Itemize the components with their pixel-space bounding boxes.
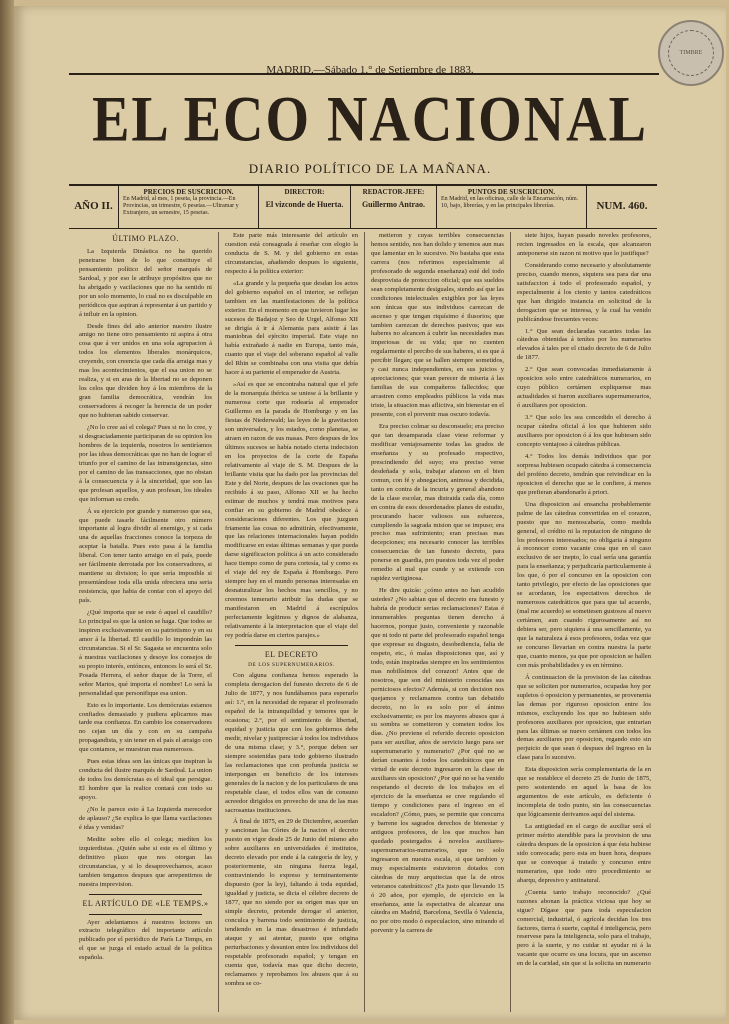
heading-ultimo-plazo: ÚLTIMO PLAZO. bbox=[112, 234, 179, 243]
paragraph: Este parte más interesante del artículo en cuestion está consagrada á reseñar con elogio la conducta de S. M. y del gobierno en estas circunstancias, añadiendo despues lo siguiente, respecto á la política exterior: bbox=[225, 232, 358, 275]
stamp-text: TIMBRE bbox=[668, 30, 714, 76]
year: AÑO II. bbox=[74, 200, 113, 212]
paragraph: Á su ejercicio por grande y numeroso que sea, que puede tasarle fácilmente otro número importante al logra dividir al enemigo, y si cada una de aquellas fracciones conoce la torpeza de aceptar la batalla. Pues esto pasa á la familia liberal. Con tener tanto arraigo en el país, puede ser fácilmente derrotada por los conservadores, si mantiene su division; lo que sería imposible si presentándose toda ella unida ofreciera una seria resistencia, que habia de contar con el apoyo del país. bbox=[79, 507, 212, 605]
library-stamp bbox=[658, 20, 724, 86]
column-1 bbox=[73, 232, 219, 1012]
divider bbox=[89, 894, 202, 895]
issue-number: NUM. 460. bbox=[596, 200, 648, 212]
director-label: DIRECTOR: bbox=[284, 188, 325, 196]
points-cell bbox=[437, 186, 587, 228]
paragraph: Medite sobre ello el colega; medíten los izquierdistas. ¿Quién sabe si este es el último y definitivo plazo que nos otorgan las circunstancias, y si lo desaprovechamos, acaso tambien tengamos despues que arrepentirnos de nuestra imprevision. bbox=[79, 835, 212, 888]
paragraph: La antigüedad en el cargo de auxiliar será el primer mérito atendible para la provision de una cátedra despues de la oposicion á que ésta hubiese sido convocada; pero esta en buen hora, despues que se convoque á tratado y concurso entre numerarios, que todo otro procedimiento se abarqu, depresivo y antinatural. bbox=[517, 823, 651, 884]
column-3 bbox=[365, 232, 511, 1012]
director-cell bbox=[259, 186, 351, 228]
paragraph: Esta disposicion sería complementaria de la en que se restablece el decreto 25 de Junio de 1875, pero sosteniendo en aquel la basa de los argumentos de este artículo, es deficiente ó incompleta de todo punto, sin las consecuencias que lógicamente derivamos aquí del sistema. bbox=[517, 766, 651, 819]
paragraph: Esto es lo importante. Los demócratas estamos confiados demasiado y pudiera aplicarnos mas tarde esa confianza. En cambio los conservadores no cejan un día y con en su campaña propagandista, y sin tener en el país el arraigo con que contamos, se muestran mas numerosos. bbox=[79, 701, 212, 754]
editor-label: REDACTOR-JEFE: bbox=[362, 188, 425, 196]
columns bbox=[73, 232, 657, 1012]
newspaper-subtitle: DIARIO POLÍTICO DE LA MAÑANA. bbox=[248, 161, 492, 176]
paragraph: ¿Qué importa que se este ó aquel el caudillo? Lo principal es que la union se haga. Que todos se inspiren exclusivamente en su patriotismo y en su amor á la libertad. El caudillo lo impondrán las circunstancias. Si el Sr. Sagasta se encuentra solo á nuestras vacilaciones y desoye los consejos de su propio interés, entónces, entonces lo será el Sr. Posada Herrera, el señor duque de la Torre, el señor Martos, qué importa el nombre! Lo será la personalidad que personifique esa union. bbox=[79, 609, 212, 697]
paragraph: siete hijos, hayan pasado noveles profesores, recien ingresados en la escala, que alcanzaron anteponerse sin razon ni motivo que lo justifique? bbox=[517, 232, 651, 257]
editor-cell bbox=[351, 186, 437, 228]
number-cell bbox=[587, 186, 657, 228]
year-cell bbox=[69, 186, 119, 228]
heading-el-decreto: EL DECRETO bbox=[264, 649, 319, 659]
divider bbox=[235, 645, 348, 646]
points-label: PUNTOS DE SUSCRICION. bbox=[467, 188, 556, 196]
newspaper-page bbox=[14, 6, 726, 1020]
paragraph: 4.° Todos los demás individuos que por sorpresa hubiesen ocupado cátedra á consecuencia del proféno decreto, tendrán que reivindicar en la oposicion el derecho que se le confiere, á menos que prefieran abandonarlo á priori. bbox=[517, 452, 651, 496]
subheading: DE LOS SUPERNUMERARIOS. bbox=[248, 661, 335, 668]
paragraph: Pues estas ideas son las únicas que inspiran la conducta del ilustre marqués de Sardoal. La union de todos los demócratas es el ideal que persigue. El hombre que la realice contará con todo su apoyo. bbox=[79, 758, 212, 802]
column-4 bbox=[511, 232, 657, 1012]
paragraph: 2.° Que sean convocadas inmediatamente á oposicion solo entre catedráticos numerarios, en cuyo público certámen expliquense mas actualidades si fueron auxiliares supernumerarios, ó auxiliares por oposicion. bbox=[517, 366, 651, 410]
paragraph: Ayer adelantamos á nuestros lectores un extracto telegráfico del importante artículo publicado por el periódico de París Le Temps, en el que se juzga el estado actual de la política española. bbox=[79, 918, 212, 962]
paragraph: ¿No le parece esto á La Izquierda merecedor de aplauso? ¿Se explica lo que llama vacilaciones é idas y venidas? bbox=[79, 806, 212, 831]
column-2 bbox=[219, 232, 365, 1012]
paragraph: ¿Cuenta tanto trabajo reconocido? ¿Qué razones abonan la práctica viciosa que hoy se sigue? Dígase que para toda especulacion comercial, industrial, ó agrícola decidan los tres factores, tierra ó suerte, capital é inteligencia, pero reservese para la inteligencia, solo para el trabajo, pero á la suerte, y no cuidar ni ayudar ni á la vacante que ocurre es una locura, que un ascenso en de la caridad, sin que si la solicita un numerario bbox=[517, 888, 651, 968]
paragraph: »Así es que se encontraba natural que el jefe de la monarquía ibérica se uniese á la brillante y numerosa corte que rodearía al emperador Guillermo en la parada de Homburgo y en las fiestas de Niederwald; las leyes de la gravitacion son universales, y los estados, como planetas, se atraen en razon de sus masas. Pero despues de los últimos sucesos se había notado cierta indecision en los proyectos de la corte de España relativamente al viaje de S. M. Despues de la brillante visita que ha dado por las provincias del Este y del Norte, despues de las ovaciones que ha recibido á su paso, Alfonso XII se ha hecho estimar de muchos y tendrá mas motivos para confiar en su gobierno de Madrid obedece á consideraciones diferentes. Los que juzguen friamente las cosas no admitirán, efectivamente, que las relaciones internacionales hayan podido modificarse en estas últimas semanas y que pueda darse significacion política á un acto considerado hace tiempo como de pura cortesía, tal y como es el viaje del rey de España á Homburgo. Pero siempre hay en el mundo personas interesadas en desnaturalizar los hechos mas sencillos, y no creemos temerario atribuir las dudas que se manifestaron en Madrid á escrúpulos perfectamente legítimos y dignos de alabanza, relativamente á la interpretacion que el viaje del rey podría darse en ciertos parajes.» bbox=[225, 381, 358, 639]
paragraph: La Izquierda Dinástica no ha querido penetrarse bien de lo que constituye el pensamiento político del señor marqués de Sardoal, y por eso le atribuye propósitos que no ha abrigado y vacilaciones que no ha sentido ni por un solo momento, lo cual no es disculpable en periódicos que aspiran á representar á un partido y á influir en la opinion. bbox=[79, 247, 212, 318]
paragraph: Á continuacion de la provision de las cátedras que se soliciten por numerarios, ocupadas hoy por supletos ó oposicion y permanentes, se provenenia las demas por riguroso oposicion entre los mismos, excluyendo los que no hubiesen sido profesores auxiliares por oposicion, que entrarian para las últimas se nuevo certámen con todos los demas auxiliares por oposicion, regando esto sin perjuicio de que sean ó despues del ingreso en la clase para lo sucesivo. bbox=[517, 673, 651, 762]
paragraph: Á final de 1875, en 29 de Diciembre, acuerdan y sancionan las Córtes de la nacion el decreto puesto en vigor desde 25 de Junio del mismo año sobre auxiliares en universidades é institutos, decreto elevado por ende á la categoría de ley, y posteriormente, sin ninguna fuerza legal, contraviniendo lo expreso y terminantemente dispuesto (por la ley), faltando á toda equidad, igualdad y justicia, se dicta el célebre decreto de 1877, que no siendo por su origen mas que un simple decreto, pretende derogar el anterior, conculca y barrena todo sentimiento de justicia, tendiendo en la mas desastroso é infundado ataque y asi atentar, puesto que origina perturbaciones y desunion entre los individuos del respetable profesorado español; y tengan en cuenta que, todavía mas que dicho decreto, reclamamos y reprobamos los abusos que á su sombra se co- bbox=[225, 818, 358, 987]
points-text: En Madrid, en las oficinas, calle de la Encarnación, núm. 10, bajo, librerías, y en las principales librerías. bbox=[441, 196, 579, 209]
paragraph: «La grande y la pequeña que desdan los actos del gobierno español en el interior, se reflejan tambien en las manifestaciones de la política exterior. En el momento en que tuvieron lugar los sucesos de Badajoz y Seo de Urgel, Alfonso XII se dirigía á ir á Alemania para asistir á las maniobras del ejército imperial. Este viaje no había extrañado á nadie en Europa, tanto más, cuanto que el viaje del soberano español al valle del Rhin se combinaba con una visita que debía hacer á su pariente el emperador de Austria. bbox=[225, 279, 358, 377]
paragraph: Considerando como necesario y absolutamente preciso, cuando menos, siquiera sea para dar una satisfaccion á todo el profesorado español, y especialmente á los ciento y tantos catedráticos que han dirigido instancia en solicitud de la derogacion que se interesa, y la cual ha venido publicándose frecuentes veces: bbox=[517, 261, 651, 323]
info-bar bbox=[69, 184, 657, 229]
paragraph: He dire quizás: ¿cómo antes no han acudido ustedes? ¿No sabian que el decreto era funesto y habría de producir serias reclamaciones? Estas é innumerables preguntas tienen derecho á hacernos, porque justo, conveniente y razonable que ni todo ni parte del profesorado español tenga que expresar su disgusto, desobediencia, falta de respeto, etc., ó malas disposiciones que, así y todo, están inspiradas siempre en los sentimientos mas nobilísimos del corazon! Antes que de nosotros, que son del ministerio conocidas sus perniciosos efectos? Además, si con decision nos quejamos y reclamamos contra tan debatido decreto, no lo es solo por el ánimo exclusivamente; es por los mayores abusos que á su sombra se cometieron y cometen todos los días. ¿No previene el referido decreto oposicion para ser auxiliar, años de servicio luego para ser supernumerario y numerario? ¿Por qué no se derían cesantes á todos los catedráticos que en virtud de este decreto ingresaron en la clase de auxiliares sin oposicion? ¿Por qué no se ha venido respetando el decreto de los trabajos en el ejercicio de la enseñanza se cree regulando el tiempo y condiciones para el ingreso en el escalafon? ¿Cómo, pues, se permite que concurra y barrene los sagrados derechos de bienestar y antiguos profesores, de los que muchos han quedado postergados á novelos auxiliares-supernumerarios-numerarios, que no solo ingresaron en nuestra escala, si que tambien y muy especialmente estuvieron dotados con cátedras de muy arquitectas que la de otros veteranos catedráticos? ¿Es justo que llevando 15 ó 20 años, por ejemplo, de ejercicio en la enseñanza, ante la espectativa de alcanzar una cátedra en Madrid, Barcelona, Sevilla ó Valencia, no por otro modo ó especulacion, sino mirando el porvenir y la carrera de bbox=[371, 587, 504, 935]
paragraph: ¿No lo cree así el colega? Pues si no lo cree, y si desgraciadamente participaran de su opinion los hombres de la izquierda, nosotros lo sentiríamos por las ideas democráticas que no han de lograr el triunfo por el camino de las intransigencias, sino por el camino de las transacciones, que no obstan á la consecuencia y á la sinceridad, que son las que profesan aquellos, y aun profesan, los ideales que informan su credo. bbox=[79, 423, 212, 503]
prices-text: En Madrid, al mes, 1 peseta, la provincia.—En Provincias, un trimestre, 6 pesetas.—Ultramar y Extranjero, un semestre, 15 pesetas. bbox=[123, 196, 239, 216]
paragraph: metieron y cuyas terribles consecuencias hemos sentido, nos han dolido y tenemos aun mas que lamentar en lo sucesivo. No bastaba que esta carrera (nos referimos especialmente al profesorado de segunda enseñanza) esté del todo desprovista de proteccion oficial; que sus sueldos sean completamente desiguales, siendo así que las condiciones intelectuales exigibles por las leyes son únicas que sus individuos carezcan de ascenso y que tengan riquísimo é ilusorios; que tambien carezcan de derechos pasivos; que sus haberes no alcancen á cubrir las necesidades mas imperiosas de su vida; que no cuenten regularmente el percibo de sus haberes, si es que á percibir llegan; que se hallen siempre sometidos, y casi nunca independientes, en sus juicios y apreciaciones; que vean perecer de miseria á las familias de sus compañeros fallecidos; que arrastren como empleados públicos la vida mas triste, la situacion mas aflictiva, sin bienestar en el presente, con el porvenir mas oscuro todavía. bbox=[371, 232, 504, 419]
paragraph: 1.° Que sean declaradas vacantes todas las cátedras obtenidas á tenítes por los numerarios elevados á tales por el citado decreto de 6 de Julio de 1877. bbox=[517, 327, 651, 362]
paragraph: Con alguna confianza hemos esperado la completa derogacion del funesto decreto de 6 de Julio de 1877, y nos fundábamos para esperarlo así: 1.°, en la necesidad de reparar el profesorado español de la intranquilidad y temores que le ocasiona; 2.°, por el sentimiento de libertad, equidad y justicia que con los gobiernos debe medir, nivelar y justipreciar á todos los individuos de una misma clase; y 3.°, porque deben ser siempre sostenidas para todo gobierno ilustrado las reclamaciones que con profunda justicia se interpongan en beneficio de los intereses generales de la nacion y de los particulares de una respetable clase, el todos ellos van de consuno acreedor dirigidos en provecho de una de las mas sacrosantas instituciones. bbox=[225, 672, 358, 814]
director-name: El vizconde de Huerta. bbox=[265, 200, 344, 210]
paragraph: 3.° Que solo les sea concedido el derecho á ocupar cátedra oficial á los que hubieren sido auxiliares por oposicion ó á los que hubiesen sido concepto ventajoso á cátedras públicas. bbox=[517, 414, 651, 448]
editor-name: Guillermo Antrao. bbox=[361, 200, 426, 210]
paragraph: Una disposicion así ensancha probablemente palme de las cátedras convertidas en el corazon, puesto que no menoscabaría, como medida general, el crédito ni la reputacion de ninguno de los profesores interesados; no obligaria á ninguno á reconocer como vacante cosa que en el caso exclusivo de ser inepto, lo cual sería una garantía para la enseñanza; y perjudicaría particularmente á los que, ó por el concurso en la oposicion con tanto privilegio, por efecto de las oposiciones que se acordaran, los espectativos derechos de numerosos catedráticos que para que tal acuerdo, (mal me acuerdo) se sometiesen gustosos al nuevo certámen, aun cuando rigurosamente así no debiera ser, pero siquiera á una sencillamente, ya que la naturaleza á esos profesores, todas vez que se concurso llevarian en contra nuestra la parte que, cuanto menos, ya que por oposicion se hallen con más probabilidades y es en término. bbox=[517, 500, 651, 669]
paragraph: Era preciso colmar su desconsuelo; era preciso que tan desamparada clase viese reformar y modificar ventajosamente todas las grados de enseñanza y su profesado respectivo, prescindiendo del suyo; era preciso verse desdeñada y sola, trabajar afanoso en el bien comun, con fé y abnegacion, animosa y decidida, tanto en contra de la incuria y general abandono de la clase escolar, mas distraida cada día, como en contra de esos desordenados planes de estudio, procurando hacer valiosos sus esfuerzos, cumpliendo la sagrada mision que se impuso; era preciso mas sufrimiento; eran precisas mas decepciones; era necesario conocer las terribles consecuencias de tan funesto decreto, para ponerse en guardia, pro puestos toda vez el poder remedio al mal que cunde y se extiende con rapidez vertiginosa. bbox=[371, 423, 504, 583]
newspaper-title: EL ECO NACIONAL bbox=[92, 84, 648, 156]
dateline: MADRID.—Sábado 1.° de Setiembre de 1883. bbox=[266, 64, 474, 76]
paragraph: Desde fines del año anterior nuestro ilustre amigo no tiene otro pensamiento ni aspira á otra cosa que á ver unidos en una sola agrupacion á todos los elementos liberales monárquicos, creyendo, con creencia que cada día arraiga mas y mas los acontecimientos, que el esa union no se realiza, y si en aras de la libertad no se deponen los celos que dividen hoy á los miembros de la gran familia democrática, vendrán los conservadores á recoger la herencia de un poder que no hubieran sabido conservar. bbox=[79, 322, 212, 420]
book-gutter bbox=[0, 0, 14, 1024]
heading-le-temps: EL ARTÍCULO DE «LE TEMPS.» bbox=[82, 898, 209, 908]
divider bbox=[89, 914, 202, 915]
prices-label: PRECIOS DE SUSCRICION. bbox=[143, 188, 234, 196]
prices-cell bbox=[119, 186, 259, 228]
